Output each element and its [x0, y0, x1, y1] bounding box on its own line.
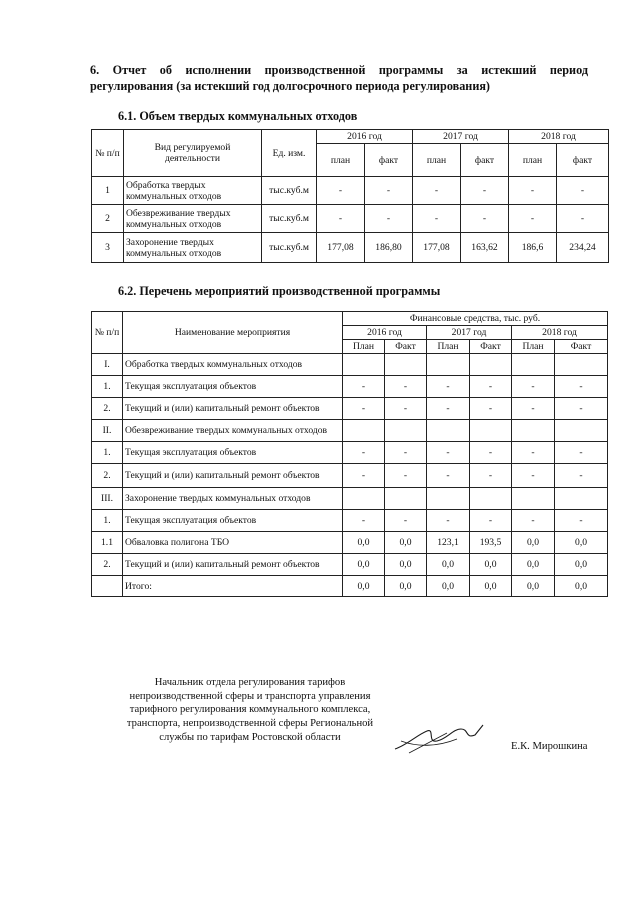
- value-cell: -: [317, 205, 365, 233]
- col-activity-header: Вид регулируемой деятельности: [124, 130, 262, 177]
- value-cell: 193,5: [470, 532, 512, 554]
- value-cell: -: [385, 376, 427, 398]
- year-header: 2018 год: [509, 130, 609, 144]
- value-cell: 0,0: [385, 576, 427, 597]
- value-cell: [470, 488, 512, 510]
- signer-title-line: непроизводственной сферы и транспорта управления: [129, 690, 371, 702]
- unit-cell: тыс.куб.м: [262, 233, 317, 263]
- signer-title-line: службы по тарифам Ростовской области: [159, 731, 341, 743]
- value-cell: -: [365, 205, 413, 233]
- year-header: 2017 год: [413, 130, 509, 144]
- row-number: 2.: [92, 398, 123, 420]
- value-cell: [385, 354, 427, 376]
- col-num-header: № п/п: [92, 312, 123, 354]
- value-cell: 0,0: [343, 532, 385, 554]
- value-cell: 186,6: [509, 233, 557, 263]
- value-cell: -: [385, 464, 427, 488]
- value-cell: [555, 354, 608, 376]
- value-cell: [343, 488, 385, 510]
- value-cell: -: [413, 205, 461, 233]
- fact-header: Факт: [470, 340, 512, 354]
- col-unit-header: Ед. изм.: [262, 130, 317, 177]
- activity-name: Захоронение твердых коммунальных отходов: [124, 233, 262, 263]
- value-cell: [427, 488, 470, 510]
- value-cell: 234,24: [557, 233, 609, 263]
- value-cell: [555, 420, 608, 442]
- fact-header: факт: [461, 144, 509, 177]
- value-cell: 0,0: [555, 532, 608, 554]
- measure-name: Обработка твердых коммунальных отходов: [123, 354, 343, 376]
- value-cell: -: [427, 376, 470, 398]
- value-cell: 0,0: [470, 554, 512, 576]
- value-cell: [427, 420, 470, 442]
- signer-title-line: транспорта, непроизводственной сферы Региональной: [126, 718, 374, 730]
- table-row: [92, 488, 608, 510]
- table-row: [92, 233, 609, 263]
- measure-name: Обезвреживание твердых коммунальных отходов: [123, 420, 343, 442]
- value-cell: -: [512, 398, 555, 420]
- table-row: [92, 554, 608, 576]
- value-cell: [385, 420, 427, 442]
- plan-header: план: [413, 144, 461, 177]
- waste-volume-table: [91, 129, 609, 263]
- value-cell: 177,08: [317, 233, 365, 263]
- value-cell: -: [555, 464, 608, 488]
- value-cell: -: [385, 510, 427, 532]
- measure-name: Текущий и (или) капитальный ремонт объектов: [123, 398, 343, 420]
- value-cell: 0,0: [427, 554, 470, 576]
- value-cell: [427, 354, 470, 376]
- plan-header: План: [427, 340, 470, 354]
- table-row: [92, 576, 608, 597]
- measure-name: Текущая эксплуатация объектов: [123, 376, 343, 398]
- plan-header: План: [512, 340, 555, 354]
- value-cell: [512, 354, 555, 376]
- signature-block: [100, 676, 400, 745]
- signer-title-line: Начальник отдела регулирования тарифов: [154, 677, 346, 688]
- fact-header: Факт: [555, 340, 608, 354]
- table-row: [92, 398, 608, 420]
- value-cell: 0,0: [555, 576, 608, 597]
- value-cell: 0,0: [385, 532, 427, 554]
- table-row: [92, 420, 608, 442]
- value-cell: [555, 488, 608, 510]
- finance-header: Финансовые средства, тыс. руб.: [343, 312, 608, 326]
- value-cell: -: [555, 376, 608, 398]
- value-cell: -: [512, 376, 555, 398]
- measure-name: Захоронение твердых коммунальных отходов: [123, 488, 343, 510]
- row-number: 1.: [92, 376, 123, 398]
- value-cell: -: [470, 398, 512, 420]
- section-6-1-title: 6.1. Объем твердых коммунальных отходов: [118, 109, 358, 123]
- value-cell: -: [555, 510, 608, 532]
- year-header: 2017 год: [427, 326, 512, 340]
- row-number: 1.1: [92, 532, 123, 554]
- value-cell: -: [365, 177, 413, 205]
- value-cell: [470, 420, 512, 442]
- value-cell: -: [385, 398, 427, 420]
- row-number: 1.: [92, 442, 123, 464]
- value-cell: 186,80: [365, 233, 413, 263]
- value-cell: 0,0: [512, 576, 555, 597]
- col-name-header: Наименование мероприятия: [123, 312, 343, 354]
- value-cell: -: [461, 177, 509, 205]
- signer-title-line: тарифного регулирования коммунального комплекса,: [129, 704, 371, 716]
- row-number: 2.: [92, 554, 123, 576]
- table-row: [92, 376, 608, 398]
- value-cell: [343, 354, 385, 376]
- row-number: 2.: [92, 464, 123, 488]
- unit-cell: тыс.куб.м: [262, 205, 317, 233]
- year-header: 2016 год: [343, 326, 427, 340]
- plan-header: План: [343, 340, 385, 354]
- table-row: [92, 205, 609, 233]
- table-row: [92, 510, 608, 532]
- row-number: III.: [92, 488, 123, 510]
- fact-header: факт: [365, 144, 413, 177]
- measure-name: Итого:: [123, 576, 343, 597]
- value-cell: -: [427, 398, 470, 420]
- handwritten-signature: [387, 717, 487, 757]
- value-cell: 177,08: [413, 233, 461, 263]
- value-cell: 0,0: [512, 532, 555, 554]
- value-cell: -: [509, 177, 557, 205]
- row-number: 1: [92, 177, 124, 205]
- value-cell: -: [470, 510, 512, 532]
- value-cell: -: [557, 205, 609, 233]
- signer-name: Е.К. Мирошкина: [511, 741, 588, 752]
- value-cell: -: [557, 177, 609, 205]
- table-row: [92, 442, 608, 464]
- value-cell: -: [509, 205, 557, 233]
- value-cell: -: [512, 510, 555, 532]
- value-cell: -: [555, 442, 608, 464]
- table-row: [92, 464, 608, 488]
- value-cell: -: [461, 205, 509, 233]
- year-header: 2018 год: [512, 326, 608, 340]
- table-row: [92, 177, 609, 205]
- section-6-2-title: 6.2. Перечень мероприятий производственной программы: [118, 284, 441, 298]
- measure-name: Обваловка полигона ТБО: [123, 532, 343, 554]
- value-cell: 123,1: [427, 532, 470, 554]
- value-cell: -: [470, 442, 512, 464]
- value-cell: -: [385, 442, 427, 464]
- value-cell: [385, 488, 427, 510]
- value-cell: [512, 420, 555, 442]
- plan-header: план: [317, 144, 365, 177]
- value-cell: -: [343, 464, 385, 488]
- value-cell: 0,0: [427, 576, 470, 597]
- col-num-header: № п/п: [92, 130, 124, 177]
- value-cell: -: [427, 442, 470, 464]
- unit-cell: тыс.куб.м: [262, 177, 317, 205]
- value-cell: 0,0: [555, 554, 608, 576]
- fact-header: Факт: [385, 340, 427, 354]
- row-number: 3: [92, 233, 124, 263]
- value-cell: -: [470, 464, 512, 488]
- value-cell: [512, 488, 555, 510]
- value-cell: -: [343, 398, 385, 420]
- value-cell: -: [343, 442, 385, 464]
- measure-name: Текущая эксплуатация объектов: [123, 442, 343, 464]
- value-cell: 0,0: [343, 576, 385, 597]
- report-heading: 6. Отчет об исполнении производственной программы за истекший период регулирования (за истекший год долгосрочного периода регулирования): [90, 63, 588, 93]
- value-cell: -: [512, 442, 555, 464]
- activity-name: Обезвреживание твердых коммунальных отходов: [124, 205, 262, 233]
- value-cell: [343, 420, 385, 442]
- value-cell: -: [512, 464, 555, 488]
- value-cell: -: [413, 177, 461, 205]
- value-cell: 0,0: [343, 554, 385, 576]
- row-number: 1.: [92, 510, 123, 532]
- year-header: 2016 год: [317, 130, 413, 144]
- plan-header: план: [509, 144, 557, 177]
- value-cell: -: [317, 177, 365, 205]
- row-number: II.: [92, 420, 123, 442]
- value-cell: 163,62: [461, 233, 509, 263]
- value-cell: -: [343, 510, 385, 532]
- measure-name: Текущий и (или) капитальный ремонт объектов: [123, 464, 343, 488]
- activity-name: Обработка твердых коммунальных отходов: [124, 177, 262, 205]
- value-cell: -: [427, 510, 470, 532]
- value-cell: 0,0: [385, 554, 427, 576]
- value-cell: -: [343, 376, 385, 398]
- value-cell: 0,0: [470, 576, 512, 597]
- table-row: [92, 354, 608, 376]
- row-number: [92, 576, 123, 597]
- row-number: 2: [92, 205, 124, 233]
- measure-name: Текущий и (или) капитальный ремонт объектов: [123, 554, 343, 576]
- value-cell: 0,0: [512, 554, 555, 576]
- value-cell: -: [555, 398, 608, 420]
- measure-name: Текущая эксплуатация объектов: [123, 510, 343, 532]
- value-cell: [470, 354, 512, 376]
- value-cell: -: [427, 464, 470, 488]
- value-cell: -: [470, 376, 512, 398]
- table-row: [92, 532, 608, 554]
- row-number: I.: [92, 354, 123, 376]
- fact-header: факт: [557, 144, 609, 177]
- measures-table: [91, 311, 608, 597]
